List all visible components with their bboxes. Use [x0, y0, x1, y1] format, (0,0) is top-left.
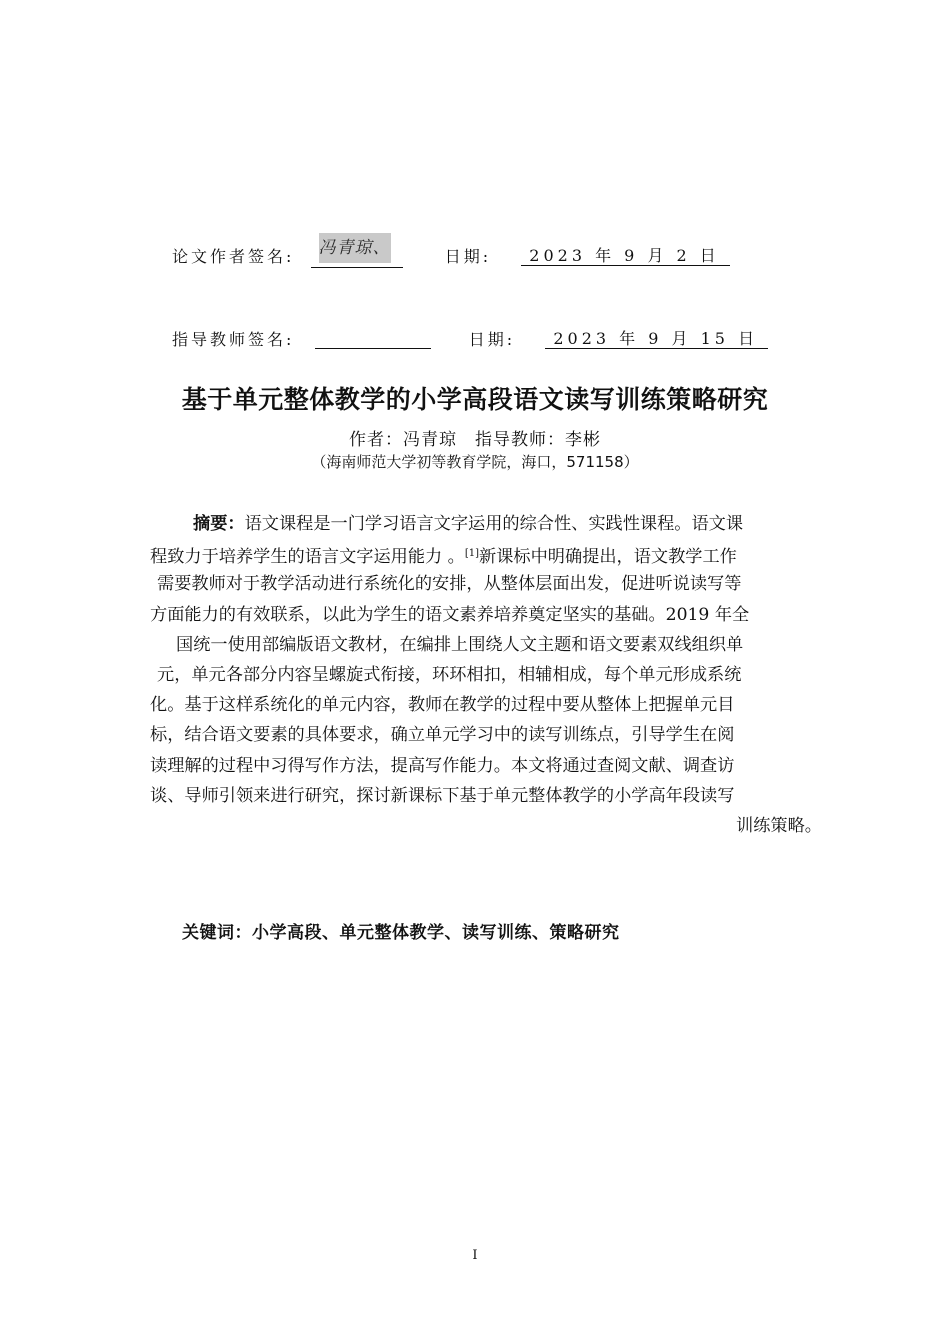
author-date-value: 2023 年 9 月 2 日	[521, 247, 730, 266]
advisor-signature-line	[172, 326, 768, 352]
advisor-date-label: 日期:	[468, 329, 516, 349]
abstract-line-5: 国统一使用部编版语文教材，在编排上围绕人文主题和语文要素双线组织单	[176, 634, 744, 655]
advisor-signature-field	[315, 330, 431, 349]
abstract-line-3: 需要教师对于教学活动进行系统化的安排，从整体层面出发，促进听说读写等	[157, 574, 742, 595]
abstract	[150, 509, 822, 841]
author-signature-line	[172, 238, 730, 269]
author-signature-image: 冯青琼、	[319, 233, 391, 263]
abstract-line-1: 摘要：语文课程是一门学习语言文字运用的综合性、实践性课程。语文课	[193, 514, 744, 534]
paper-authors: 作者：冯青琼 指导教师：李彬	[349, 430, 601, 450]
paper-affiliation: （海南师范大学初等教育学院，海口，571158）	[311, 453, 639, 471]
abstract-line-7: 化。基于这样系统化的单元内容，教师在教学的过程中要从整体上把握单元目	[150, 695, 735, 716]
paper-title: 基于单元整体教学的小学高段语文读写训练策略研究	[181, 385, 769, 414]
advisor-signature-label: 指导教师签名:	[172, 329, 295, 349]
abstract-line-9: 读理解的过程中习得写作方法，提高写作能力。本文将通过查阅文献、调查访	[150, 755, 735, 776]
author-date-label: 日期:	[444, 246, 492, 266]
abstract-line-11: 训练策略。	[736, 815, 822, 836]
abstract-label: 摘要：	[193, 514, 245, 534]
keywords: 关键词：小学高段、单元整体教学、读写训练、策略研究	[182, 923, 620, 943]
advisor-date-value: 2023 年 9 月 15 日	[545, 330, 768, 349]
citation-ref: [1]	[464, 548, 480, 560]
abstract-line-4: 方面能力的有效联系，以此为学生的语文素养培养奠定坚实的基础。2019 年全	[150, 604, 750, 625]
abstract-line-2: 程致力于培养学生的语言文字运用能力 。[1]新课标中明确提出，语文教学工作	[150, 547, 737, 568]
abstract-line-6: 元，单元各部分内容呈螺旋式衔接，环环相扣，相辅相成，每个单元形成系统	[157, 664, 742, 685]
abstract-line-8: 标，结合语文要素的具体要求，确立单元学习中的读写训练点，引导学生在阅	[150, 725, 735, 746]
author-signature-label: 论文作者签名:	[172, 246, 295, 266]
abstract-line-10: 谈、导师引领来进行研究，探讨新课标下基于单元整体教学的小学高年段读写	[150, 785, 735, 806]
author-signature-field	[311, 238, 403, 268]
page-number: I	[472, 1248, 478, 1263]
